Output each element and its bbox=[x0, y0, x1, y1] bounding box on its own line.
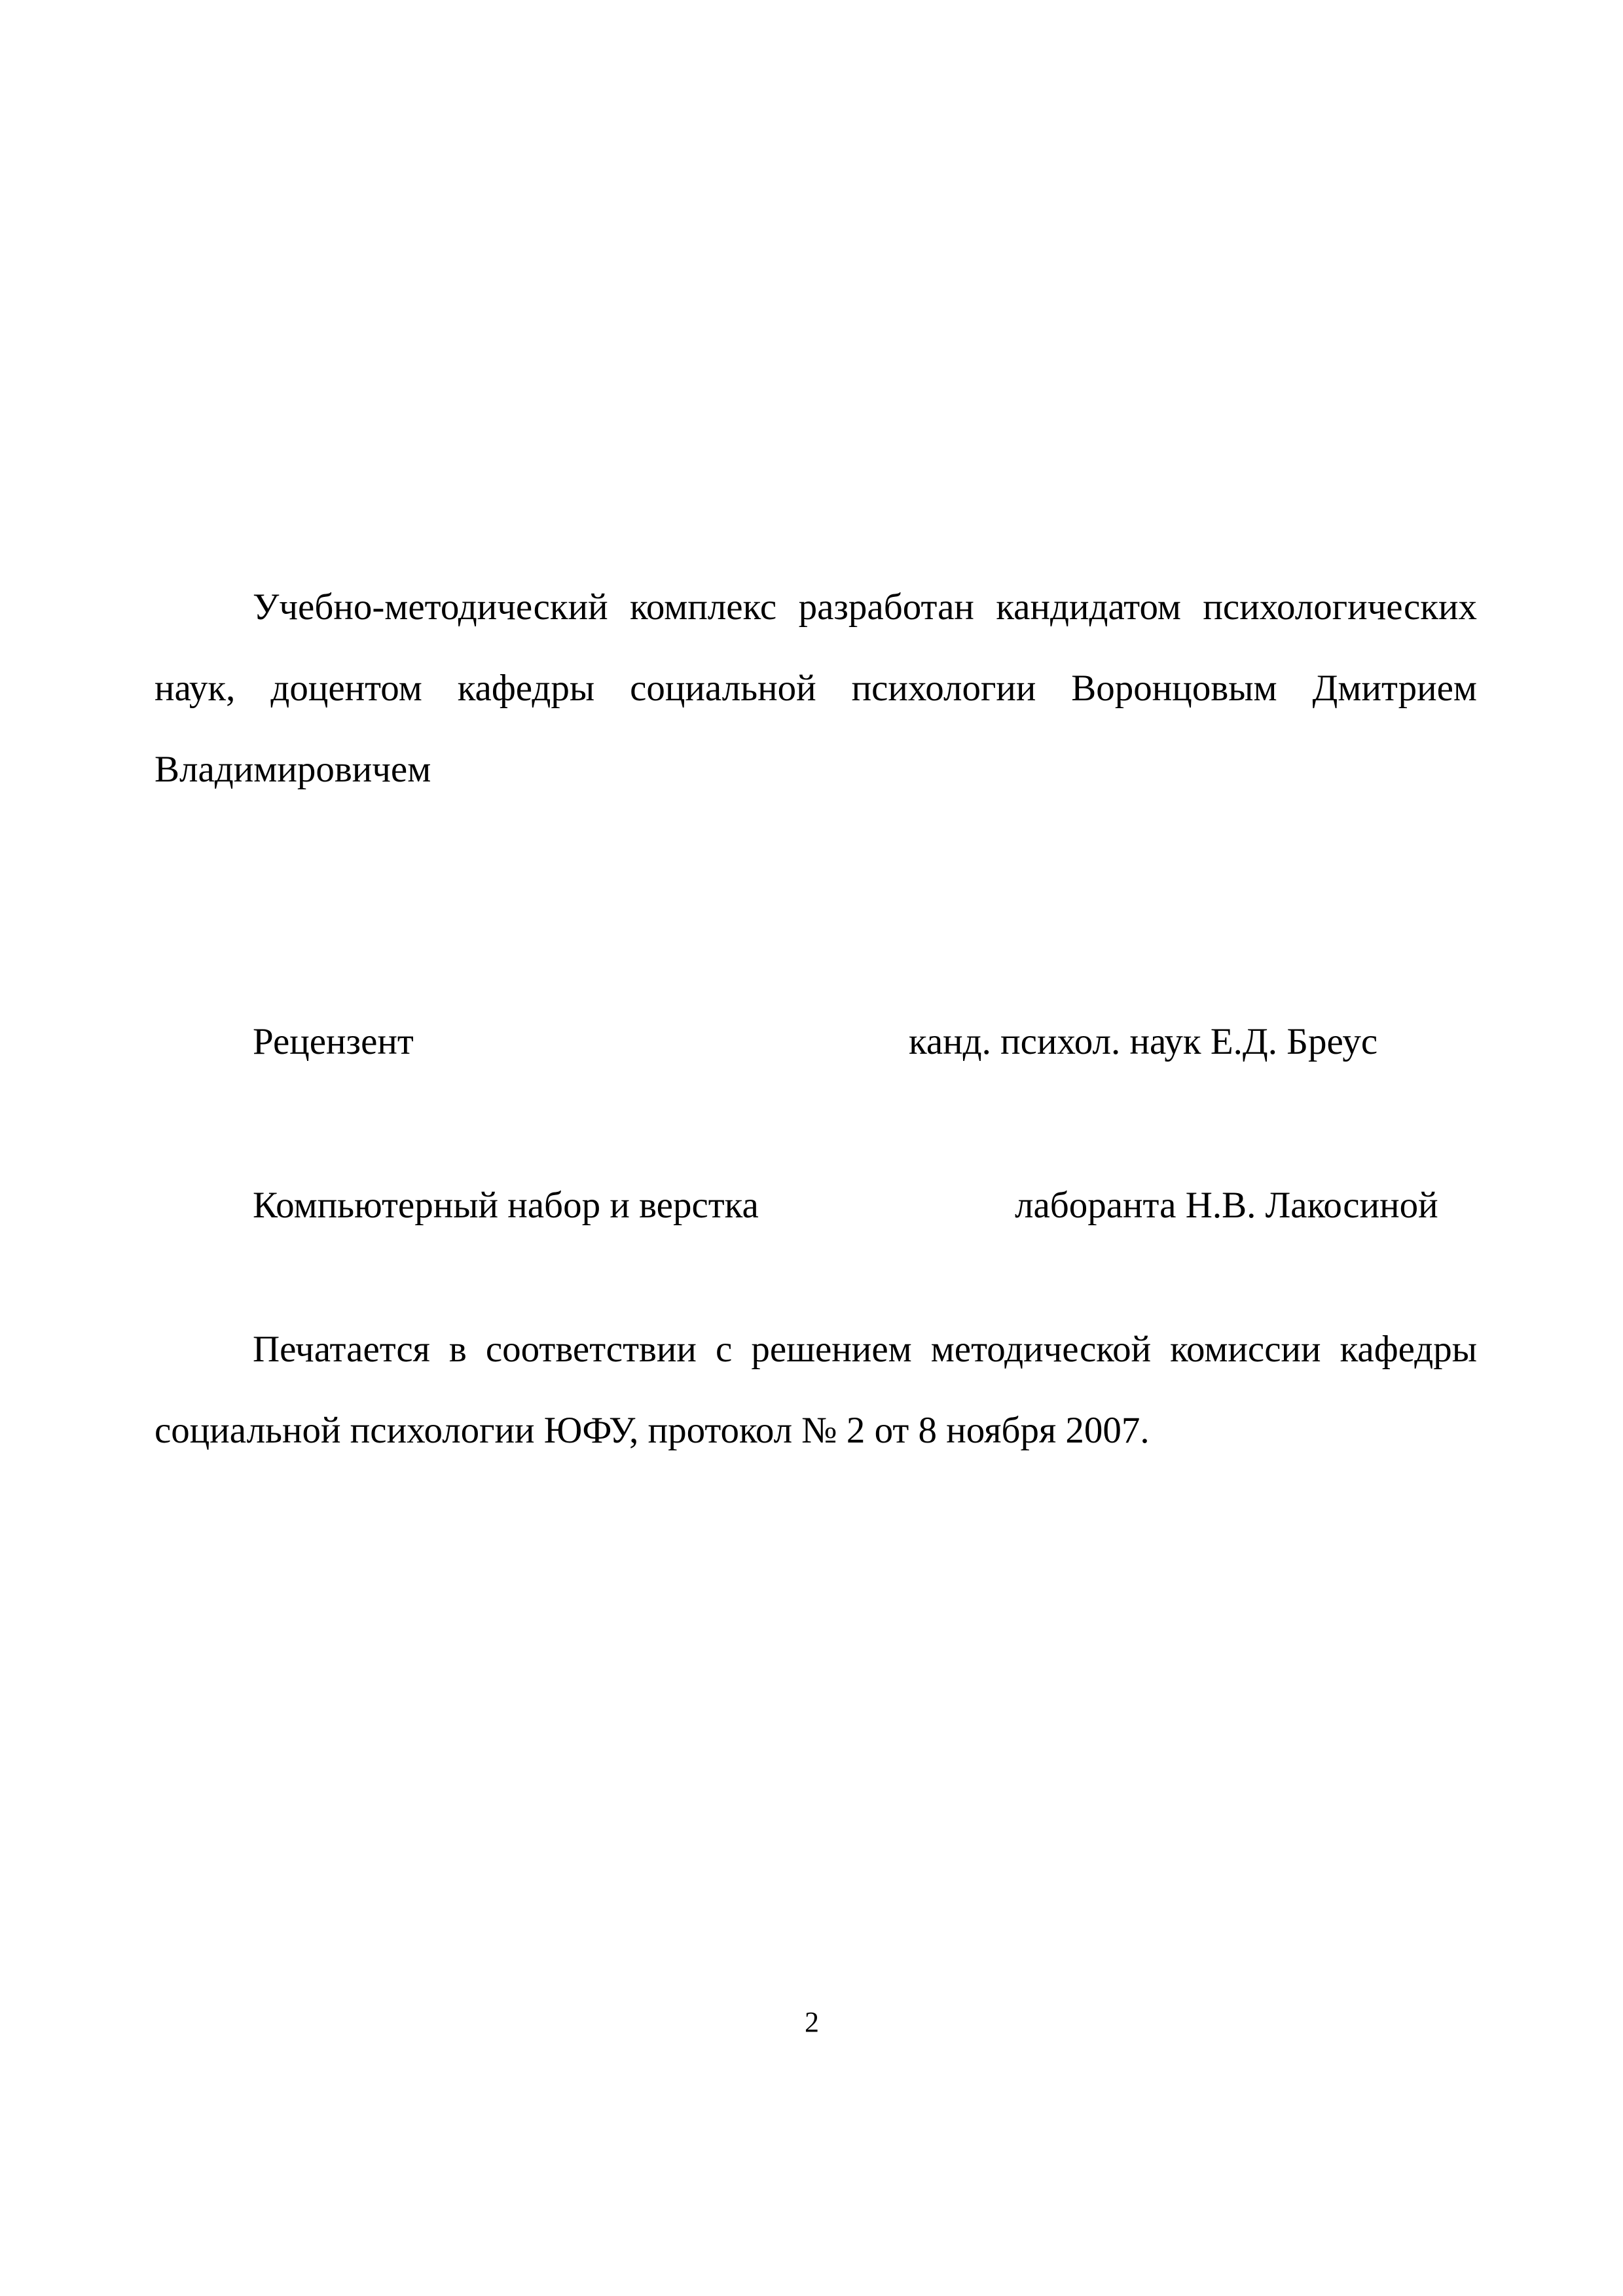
reviewer-label: Рецензент bbox=[253, 1021, 414, 1062]
page-number: 2 bbox=[805, 2006, 819, 2038]
typesetting-name: лаборанта Н.В. Лакосиной bbox=[1015, 1185, 1438, 1226]
approval-paragraph: Печатается в соответствии с решением методической комиссии кафедры социальной психологии ЮФУ, протокол № 2 от 8 ноября 2007. bbox=[155, 1329, 1477, 1451]
approval-block bbox=[155, 1309, 1477, 1471]
typesetting-label: Компьютерный набор и верстка bbox=[253, 1185, 759, 1226]
authors-block bbox=[155, 567, 1477, 810]
authors-paragraph: Учебно-методический комплекс разработан кандидатом психологических наук, доцентом кафедры социальной психологии Воронцовым Дмитрием Владимировичем bbox=[155, 586, 1477, 790]
reviewer-name: канд. психол. наук Е.Д. Бреус bbox=[909, 1021, 1378, 1062]
